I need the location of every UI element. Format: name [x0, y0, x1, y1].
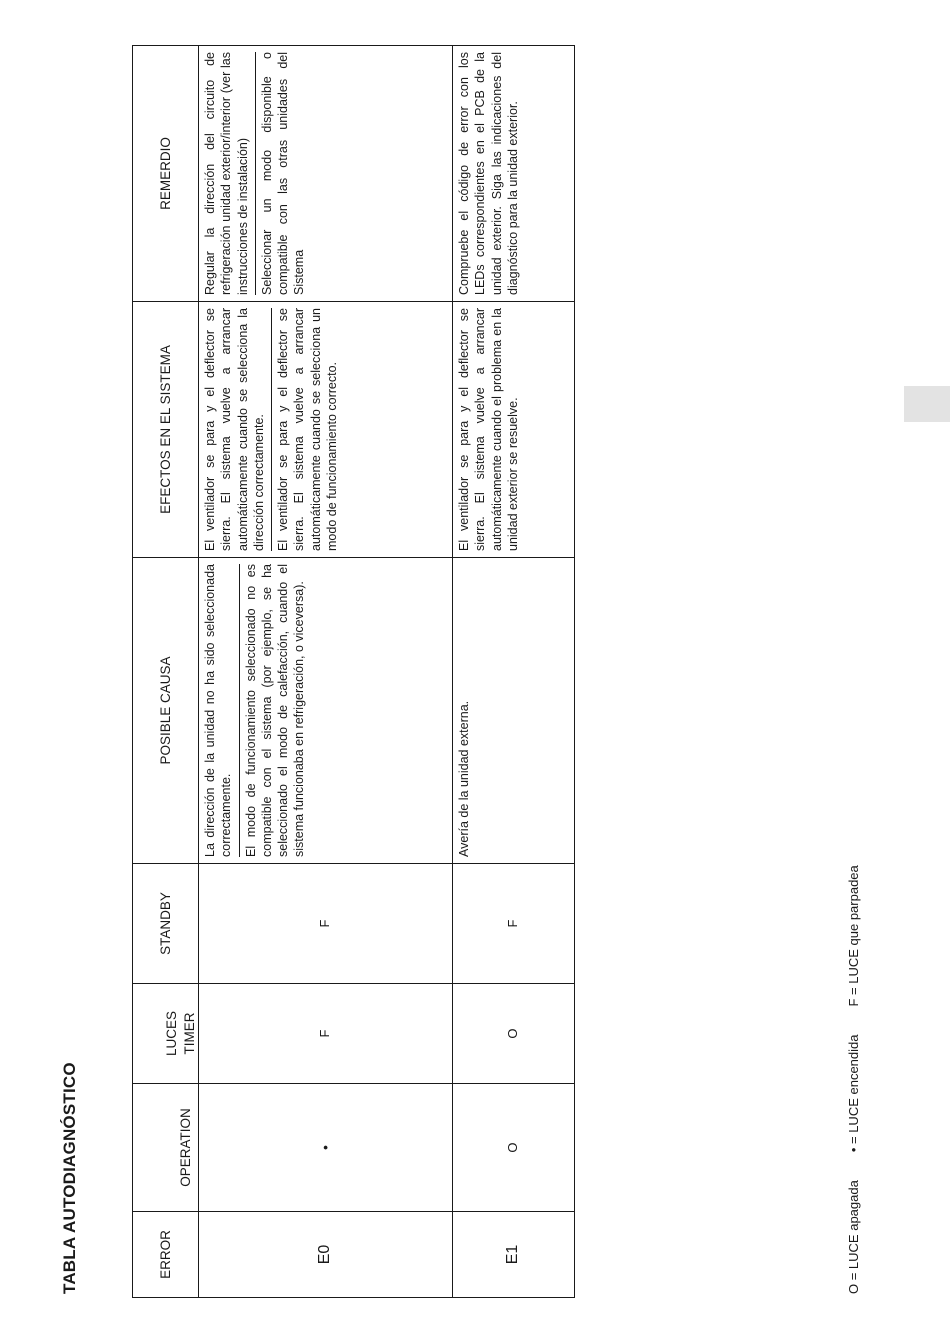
standby-light: F: [199, 864, 453, 984]
header-causa: POSIBLE CAUSA: [133, 558, 199, 864]
legend-blink: F = LUCE que parpadea: [846, 865, 861, 1007]
efectos-text: El ventilador se para y el deflector se sierra. El sistema vuelve a arrancar automáticamente cuando el problema en la unidad exterior se resuelve.: [457, 308, 520, 551]
page-tab-marker: [904, 386, 950, 422]
legend-off: O = LUCE apagada: [846, 1180, 861, 1294]
causa-cell: [199, 558, 453, 864]
operation-light: O: [453, 1084, 575, 1212]
standby-light: F: [453, 864, 575, 984]
header-remedio: REMERDIO: [133, 46, 199, 302]
header-timer: TIMER: [181, 984, 199, 1084]
header-luces: LUCES: [133, 984, 181, 1084]
causa-text: El modo de funcionamiento seleccionado no es compatible con el sistema (por ejemplo, se ha seleccionado el modo de calefacción, cuando el sistema funcionaba en refrigeración, o viceversa).: [239, 564, 312, 857]
efectos-text: El ventilador se para y el deflector se sierra. El sistema vuelve a arrancar automáticamente cuando se selecciona la dirección correctamente.: [203, 308, 266, 551]
remedio-text: Seleccionar un modo disponible o compatible con las otras unidades del Sistema: [255, 52, 312, 295]
header-operation: OPERATION: [133, 1084, 199, 1212]
efectos-cell: [199, 302, 453, 558]
timer-light: O: [453, 984, 575, 1084]
causa-text: Avería de la unidad externa.: [457, 700, 472, 857]
remedio-cell: [199, 46, 453, 302]
legend-on: • = LUCE encendida: [846, 1034, 861, 1153]
table-row: [453, 46, 575, 1298]
legend: [846, 837, 861, 1294]
header-efectos: EFECTOS EN EL SISTEMA: [133, 302, 199, 558]
efectos-text: El ventilador se para y el deflector se sierra. El sistema vuelve a arrancar automáticamente cuando se selecciona un modo de funcionamiento correcto.: [271, 308, 344, 551]
diagnostic-table: [132, 45, 575, 1298]
remedio-text: Compruebe el código de error con los LEDs correspondientes en el PCB de la unidad exterior. Siga las indicaciones del diagnóstico para la unidad exterior.: [457, 52, 520, 295]
timer-light: F: [199, 984, 453, 1084]
header-standby: STANDBY: [133, 864, 199, 984]
error-code: E1: [453, 1212, 575, 1298]
remedio-cell: [453, 46, 575, 302]
efectos-cell: [453, 302, 575, 558]
header-error: ERROR: [133, 1212, 199, 1298]
causa-text: La dirección de la unidad no ha sido seleccionada correctamente.: [203, 564, 234, 857]
table-row: [199, 46, 453, 1298]
causa-cell: [453, 558, 575, 864]
remedio-text: Regular la dirección del circuito de refrigeración unidad exterior/interior (ver las instrucciones de instalación): [203, 52, 250, 295]
error-code: E0: [199, 1212, 453, 1298]
operation-light: •: [199, 1084, 453, 1212]
page-title: TABLA AUTODIAGNÓSTICO: [60, 1062, 79, 1294]
